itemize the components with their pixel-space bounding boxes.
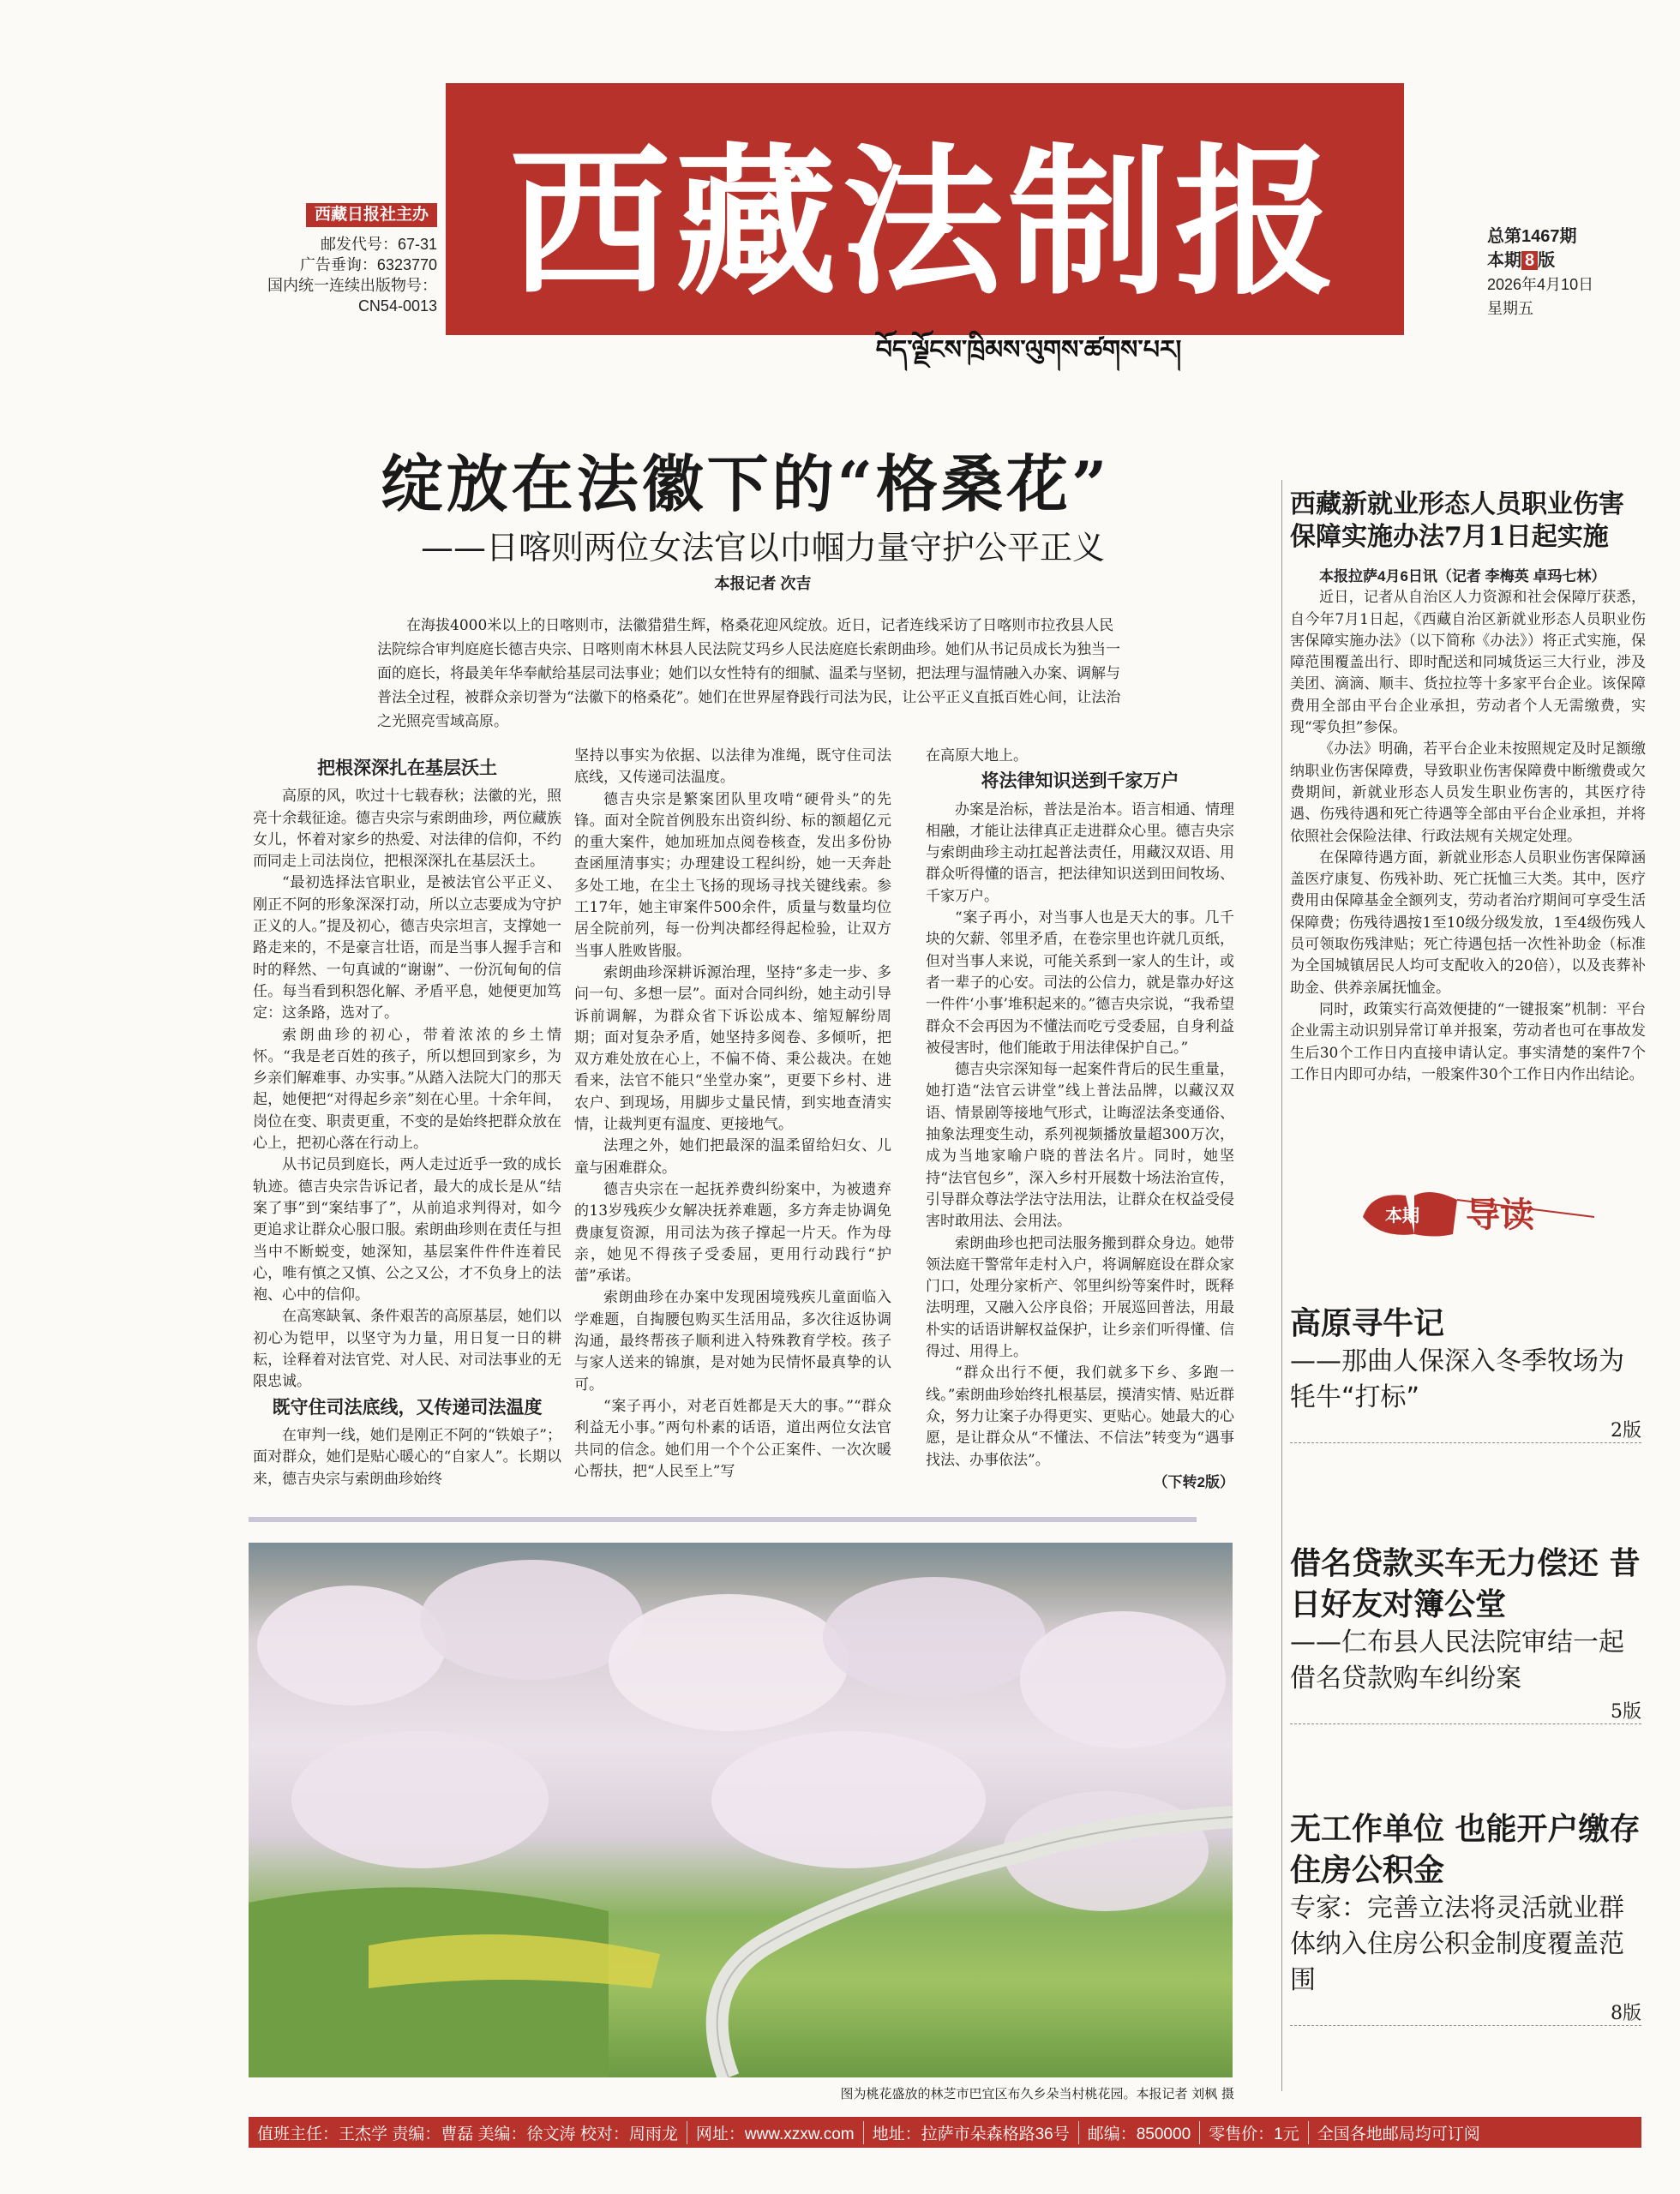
paragraph: 索朗曲珍在办案中发现困境残疾儿童面临入学难题，自掏腰包购买生活用品，多次往返协调沟通，最终帮孩子顺利进入特殊教育学校。孩子与家人送来的锦旗，是对她为民情怀最真挚的认可。 [574, 1289, 891, 1394]
edition-count: 本期 8 版 [1487, 251, 1556, 270]
lead-paragraph: 在海拔4000米以上的日喀则市，法徽猎猎生辉，格桑花迎风绽放。近日，记者连线采访了日喀则市拉孜县人民法院综合审判庭庭长德吉央宗、日喀则南木林县人民法院艾玛乡人民法庭庭长索朗曲珍。她们从书记员成长为独当一面的庭长，将最美年华奉献给基层司法事业；她们以女性特有的细腻、温柔与坚韧，把法理与温情融入办案、调解与普法全过程，被群众亲切誉为“法徽下的格桑花”。她们在世界屋脊践行司法为民，让公平正义直抵百姓心间，让法治之光照亮雪域高原。 [377, 617, 1121, 730]
paragraph: “案子再小，对老百姓都是天大的事。”“群众利益无小事。”两句朴素的话语，道出两位女法官共同的信念。她们用一个个公正案件、一次次暖心帮扶，把“人民至上”写 [574, 1397, 891, 1480]
paragraph: 在高寒缺氧、条件艰苦的高原基层，她们以初心为铠甲，以坚守为力量，用日复一日的耕耘，诠释着对法官党、对人民、对司法事业的无限忠诚。 [253, 1308, 561, 1391]
section-title-1: 把根深深扎在基层沃土 [317, 758, 497, 778]
paragraph: 索朗曲珍的初心，带着浓浓的乡土情怀。“我是老百姓的孩子，所以想回到家乡，为乡亲们解难事、办实事。”从踏入法院大门的那天起，她便把“对得起乡亲”刻在心里。十余年间，岗位在变、职责更重，不变的是始终把群众放在心上，把初心落在行动上。 [253, 1026, 561, 1153]
article-column-3 [926, 746, 1234, 1493]
guide-item[interactable] [1290, 1303, 1641, 1443]
guide-title: 高原寻牛记 [1290, 1305, 1445, 1341]
dateline: 本报拉萨4月6日讯（记者 李梅英 卓玛七林） [1319, 568, 1606, 584]
guide-subtitle: ——仁布县人民法院审结一起借名贷款购车纠纷案 [1290, 1628, 1624, 1693]
side-headline: 西藏新就业形态人员职业伤害保障实施办法7月1日起实施 [1290, 489, 1624, 552]
guide-subtitle: ——那曲人保深入冬季牧场为牦牛“打标” [1290, 1346, 1624, 1412]
paragraph: 近日，记者从自治区人力资源和社会保障厅获悉，自今年7月1日起，《西藏自治区新就业形态人员职业伤害保障实施办法》（以下简称《办法》）将正式实施，保障范围覆盖出行、即时配送和同城货运三大行业，涉及美团、滴滴、顺丰、货拉拉等十多家平台企业。该保障费用全部由平台企业承担，劳动者个人无需缴费，实现“零负担”参保。 [1290, 589, 1646, 737]
guide-item[interactable] [1290, 1543, 1641, 1724]
paragraph: 德吉央宗在一起抚养费纠纷案中，为被遗弃的13岁残疾少女解决抚养难题，多方奔走协调免费康复资源，用司法为孩子撑起一片天。作为母亲，她见不得孩子受委屈，更用行动践行“护蕾”承诺。 [574, 1180, 891, 1286]
guide-badge-big: 导读 [1466, 1195, 1534, 1235]
paragraph: 法理之外，她们把最深的温柔留给妇女、儿童与困难群众。 [574, 1137, 891, 1177]
cn-number: CN54-0013 [357, 297, 437, 315]
footer-price: 零售价：1元 [1200, 2121, 1309, 2144]
footer-website[interactable]: 网址：www.xzxw.com [687, 2121, 864, 2144]
paragraph: 德吉央宗是繁案团队里攻啃“硬骨头”的先锋。面对全院首例股东出资纠纷、标的额超亿元的重大案件，她加班加点阅卷核查，发出多份协查函厘清事实；办理建设工程纠纷，她一天奔赴多处工地，在尘土飞扬的现场寻找关键线索。参工17年，她主审案件500余件，质量与数量均位居全院前列，每一份判决都经得起检验，让双方当事人胜败皆服。 [574, 790, 891, 960]
guide-page: 5版 [1290, 1697, 1641, 1724]
continued-note: （下转2版） [1153, 1473, 1234, 1490]
footer-staff: 值班主任：王杰学 责编：曹磊 美编：徐文涛 校对：周雨龙 [249, 2121, 687, 2144]
cn-label: 国内统一连续出版物号： [267, 277, 437, 294]
paragraph: 在高原大地上。 [926, 747, 1028, 764]
column-divider [1281, 480, 1282, 2091]
paragraph: 同时，政策实行高效便捷的“一键报案”机制：平台企业需主动识别异常订单并报案，劳动者也可在事故发生后30个工作日内直接申请认定。事实清楚的案件7个工作日内即可办结，一般案件30个工作日内作出结论。 [1290, 1000, 1646, 1083]
paragraph: 索朗曲珍深耕诉源治理，坚持“多走一步、多问一句、多想一层”。面对合同纠纷，她主动引导诉前调解，为群众省下诉讼成本、缩短解纷周期；面对复杂矛盾，她坚持多阅卷、多倾听，把双方难处放在心上，不偏不倚、秉公裁决。在她看来，法官不能只“坐堂办案”，更要下乡村、进农户、到现场，用脚步丈量民情，到实地查清实情，让裁判更有温度、更接地气。 [574, 963, 891, 1134]
tibetan-title: བོད་ལྗོངས་ཁྲིམས་ལུགས་ཚགས་པར། [875, 335, 1182, 365]
masthead-banner [446, 83, 1404, 335]
guide-badge [1354, 1183, 1611, 1243]
paragraph: 坚持以事实为依据、以法律为准绳，既守住司法底线，又传递司法温度。 [574, 747, 891, 787]
paragraph: 办案是治标，普法是治本。语言相通、情理相融，才能让法律真正走进群众心里。德吉央宗与索朗曲珍主动扛起普法责任，用藏汉双语、用群众听得懂的语言，把法律知识送到田间牧场、千家万户。 [926, 800, 1234, 905]
footer-address: 地址：拉萨市朵森格路36号 [864, 2121, 1079, 2144]
byline: 本报记者 次吉 [714, 575, 812, 592]
headline: 绽放在法徽下的“格桑花” [381, 447, 1111, 520]
photo-top-rule [249, 1517, 1197, 1522]
total-issue: 总第1467期 [1487, 227, 1577, 246]
article-column-2 [574, 746, 891, 1483]
paragraph: “最初选择法官职业，是被法官公平正义、刚正不阿的形象深深打动，所以立志要成为守护正义的人。”提及初心，德吉央宗坦言，支撑她一路走来的，不是豪言壮语，而是当事人握手言和时的释然、一句真诚的“谢谢”、一份沉甸甸的信任。每当看到积怨化解、矛盾平息，她便更加笃定：这条路，选对了。 [253, 874, 561, 1022]
guide-page: 8版 [1290, 1999, 1641, 2026]
guide-title: 借名贷款买车无力偿还 昔日好友对簿公堂 [1290, 1545, 1641, 1622]
postal-code: 邮发代号：67-31 [320, 236, 437, 253]
guide-page: 2版 [1290, 1416, 1641, 1443]
footer-zip: 邮编：850000 [1079, 2121, 1200, 2144]
peach-blossom-photo [249, 1543, 1233, 2077]
issue-info [1487, 225, 1633, 321]
footer-bar [249, 2117, 1641, 2148]
photo-caption: 图为桃花盛放的林芝市巴宜区布久乡朵当村桃花园。本报记者 刘枫 摄 [840, 2086, 1234, 2101]
weekday: 星期五 [1487, 300, 1533, 317]
paragraph: 高原的风，吹过十七载春秋；法徽的光，照亮十余载征途。德吉央宗与索朗曲珍，两位藏族女儿，怀着对家乡的热爱、对法律的信仰，不约而同走上司法岗位，把根深深扎在基层沃土。 [253, 788, 561, 871]
landscape-illustration [249, 1543, 1233, 2077]
paragraph: 在审判一线，她们是刚正不阿的“铁娘子”；面对群众，她们是贴心暖心的“自家人”。长期以来，德吉央宗与索朗曲珍始终 [253, 1426, 561, 1488]
paragraph: 从书记员到庭长，两人走过近乎一致的成长轨迹。德吉央宗告诉记者，最大的成长是从“结案了事”到“案结事了”，从前追求判得对，如今更追求让群众心服口服。索朗曲珍则在责任与担当中不断蜕变，她深知，基层案件件件连着民心，唯有慎之又慎、公之又公，才不负身上的法袍、心中的信仰。 [253, 1156, 561, 1304]
paragraph: “案子再小，对当事人也是天大的事。几千块的欠薪、邻里矛盾，在卷宗里也许就几页纸，但对当事人来说，可能关系到一家人的生计，或者一辈子的心安。司法的公信力，就是靠办好这一件件‘小事’堆积起来的。”德吉央宗说，“我希望群众不会再因为不懂法而吃亏受委屈，自身利益被侵害时，他们能敢于用法律保护自己。” [926, 909, 1234, 1057]
footer-subscribe: 全国各地邮局均可订阅 [1317, 2125, 1480, 2143]
paragraph: 《办法》明确，若平台企业未按照规定及时足额缴纳职业伤害保障费，导致职业伤害保障费中断缴费或欠费期间，新就业形态人员发生职业伤害的，其医疗待遇、伤残待遇和死亡待遇等全部由平台企业承担，并将依照社会保险法律、行政法规有关规定处理。 [1290, 740, 1646, 845]
side-article [1290, 566, 1646, 1086]
paragraph: 在保障待遇方面，新就业形态人员职业伤害保障涵盖医疗康复、伤残补助、死亡抚恤三大类。其中，医疗费用由保障基金全额列支，劳动者治疗期间可享受生活保障费；伤残待遇按1至10级分级发放，1至4级伤残人员可领取伤残津贴；死亡待遇包括一次性补助金（标准为全国城镇居民人均可支配收入的20倍），以及丧葬补助金、供养亲属抚恤金。 [1290, 848, 1646, 997]
article-column-1 [253, 754, 561, 1490]
paragraph: 德吉央宗深知每一起案件背后的民生重量，她打造“法官云讲堂”线上普法品牌，以藏汉双语、情景剧等接地气形式，让晦涩法条变通俗、抽象法理变生动，系列视频播放量超300万次，成为当地家喻户晓的普法名片。同时，她坚持“法官包乡”，深入乡村开展数十场法治宣传，引导群众尊法学法守法用法，让群众在权益受侵害时敢用法、会用法。 [926, 1061, 1234, 1231]
paragraph: 索朗曲珍也把司法服务搬到群众身边。她带领法庭干警常年走村入户，将调解庭设在群众家门口，处理分家析产、邻里纠纷等案件时，既释法明理，又融入公序良俗；开展巡回普法，用最朴实的话语讲解权益保护，让乡亲们听得懂、信得过、用得上。 [926, 1234, 1234, 1361]
section-title-3: 将法律知识送到千家万户 [981, 771, 1179, 792]
host-badge: 西藏日报社主办 [306, 203, 437, 227]
guide-subtitle: 专家：完善立法将灵活就业群体纳入住房公积金制度覆盖范围 [1290, 1893, 1624, 1995]
subheadline: ——日喀则两位女法官以巾帼力量守护公平正义 [420, 529, 1105, 566]
paragraph: “群众出行不便，我们就多下乡、多跑一线。”索朗曲珍始终扎根基层，摸清实情、贴近群众，努力让案子办得更实、更贴心。她最大的心愿，是让群众从“不懂法、不信法”转变为“遇事找法、办事依法”。 [926, 1364, 1234, 1469]
ad-phone: 广告垂询：6323770 [299, 256, 437, 273]
publisher-info [249, 203, 437, 316]
guide-item[interactable] [1290, 1808, 1641, 2026]
guide-badge-small: 本期 [1385, 1205, 1419, 1226]
issue-date: 2026年4月10日 [1487, 276, 1594, 293]
newspaper-title: 西藏法制报 [509, 128, 1341, 317]
guide-title: 无工作单位 也能开户缴存住房公积金 [1290, 1811, 1641, 1888]
section-title-2: 既守住司法底线，又传递司法温度 [272, 1397, 543, 1418]
